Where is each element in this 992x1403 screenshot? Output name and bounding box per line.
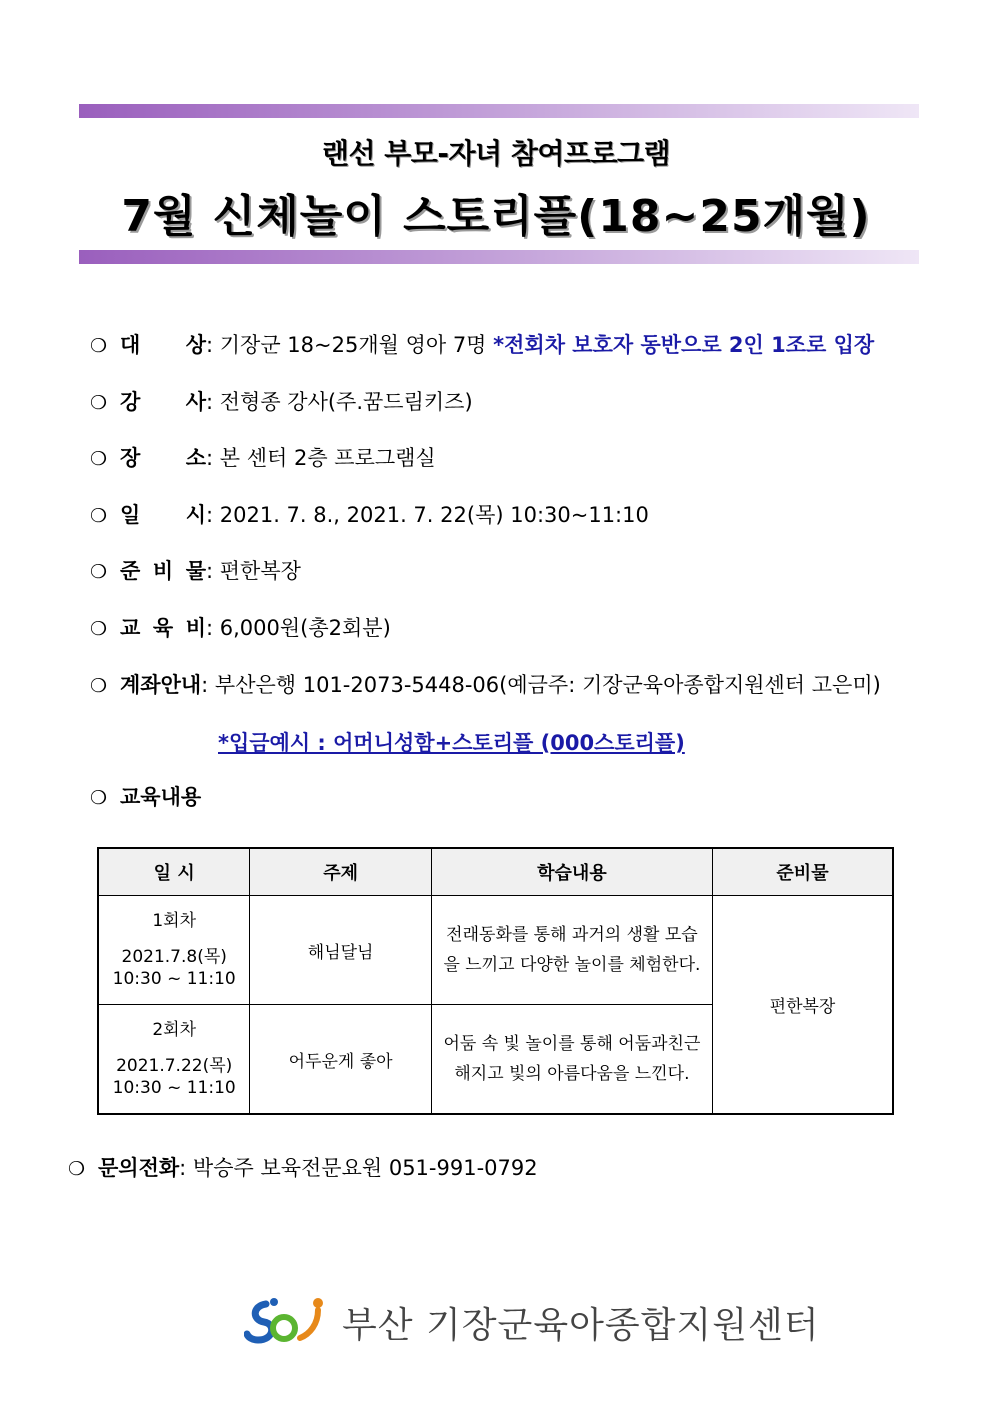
header-decor-bar-top [79, 104, 919, 118]
organization-name: 부산 기장군육아종합지원센터 [342, 1304, 820, 1346]
info-label: 강 사 [120, 390, 206, 414]
info-label: 장 소 [120, 446, 206, 470]
info-label: 준 비 물 [120, 559, 206, 583]
info-label: 대 상 [120, 333, 206, 357]
center-logo-icon [244, 1294, 332, 1350]
column-header-datetime: 일 시 [98, 848, 250, 896]
contact-value: : 박승주 보육전문요원 051-991-0792 [179, 1156, 538, 1180]
info-label: 교 육 비 [120, 616, 206, 640]
circle-bullet-icon: ❍ [68, 1158, 86, 1180]
session-number: 2회차 [152, 1020, 197, 1040]
topic-cell: 어두운게 좋아 [250, 1005, 431, 1115]
info-value: : 기장군 18~25개월 영아 7명 [206, 333, 494, 357]
info-value: : 본 센터 2층 프로그램실 [206, 446, 436, 470]
session-time: 10:30 ~ 11:10 [112, 1078, 236, 1098]
info-value: : 2021. 7. 8., 2021. 7. 22(목) 10:30~11:10 [206, 503, 649, 527]
circle-bullet-icon: ❍ [90, 618, 108, 640]
education-table [97, 847, 894, 1115]
info-datetime [90, 501, 649, 530]
circle-bullet-icon: ❍ [90, 448, 108, 470]
education-label: 교육내용 [120, 785, 202, 809]
circle-bullet-icon: ❍ [90, 392, 108, 414]
info-fee [90, 614, 391, 643]
circle-bullet-icon: ❍ [90, 505, 108, 527]
education-heading [90, 783, 201, 812]
info-value: : 편한복장 [206, 559, 301, 583]
session-date: 2021.7.22(목) [116, 1056, 233, 1076]
circle-bullet-icon: ❍ [90, 561, 108, 583]
column-header-content: 학습내용 [431, 848, 712, 896]
session-cell [98, 896, 250, 1005]
table-row [98, 896, 893, 1005]
session-number: 1회차 [152, 911, 197, 931]
materials-cell: 편한복장 [713, 896, 893, 1115]
circle-bullet-icon: ❍ [90, 787, 108, 809]
info-instructor [90, 388, 473, 417]
page-subtitle: 랜선 부모-자녀 참여프로그램 [321, 137, 671, 170]
topic-cell: 해님달님 [250, 896, 431, 1005]
info-value: : 부산은행 101-2073-5448-06(예금주: 기장군육아종합지원센터 고은미) [201, 673, 881, 697]
table-header-row [98, 848, 893, 896]
contact-label: 문의전화 [98, 1156, 180, 1180]
header-decor-bar-bottom [79, 250, 919, 264]
column-header-topic: 주제 [250, 848, 431, 896]
info-value: : 6,000원(총2회분) [206, 616, 391, 640]
info-value: : 전형종 강사(주.꿈드림키즈) [206, 390, 473, 414]
organization-logo [244, 1294, 820, 1350]
circle-bullet-icon: ❍ [90, 675, 108, 697]
session-cell [98, 1005, 250, 1115]
circle-bullet-icon: ❍ [90, 335, 108, 357]
contact-info [68, 1152, 538, 1182]
session-time: 10:30 ~ 11:10 [112, 969, 236, 989]
content-cell: 전래동화를 통해 과거의 생활 모습을 느끼고 다양한 놀이를 체험한다. [431, 896, 712, 1005]
info-label: 계좌안내 [120, 673, 202, 697]
info-emphasis: *전회차 보호자 동반으로 2인 1조로 입장 [493, 333, 875, 357]
content-cell: 어둠 속 빛 놀이를 통해 어둠과친근해지고 빛의 아름다움을 느낀다. [431, 1005, 712, 1115]
info-location [90, 444, 436, 473]
column-header-materials: 준비물 [713, 848, 893, 896]
info-materials [90, 557, 301, 586]
session-date: 2021.7.8(목) [121, 947, 227, 967]
info-target [90, 331, 874, 360]
deposit-example: *입금예시 : 어머니성함+스토리플 (000스토리플) [218, 731, 685, 755]
info-label: 일 시 [120, 503, 206, 527]
info-account [90, 671, 881, 700]
page-title: 7월 신체놀이 스토리플(18~25개월) [121, 191, 871, 242]
